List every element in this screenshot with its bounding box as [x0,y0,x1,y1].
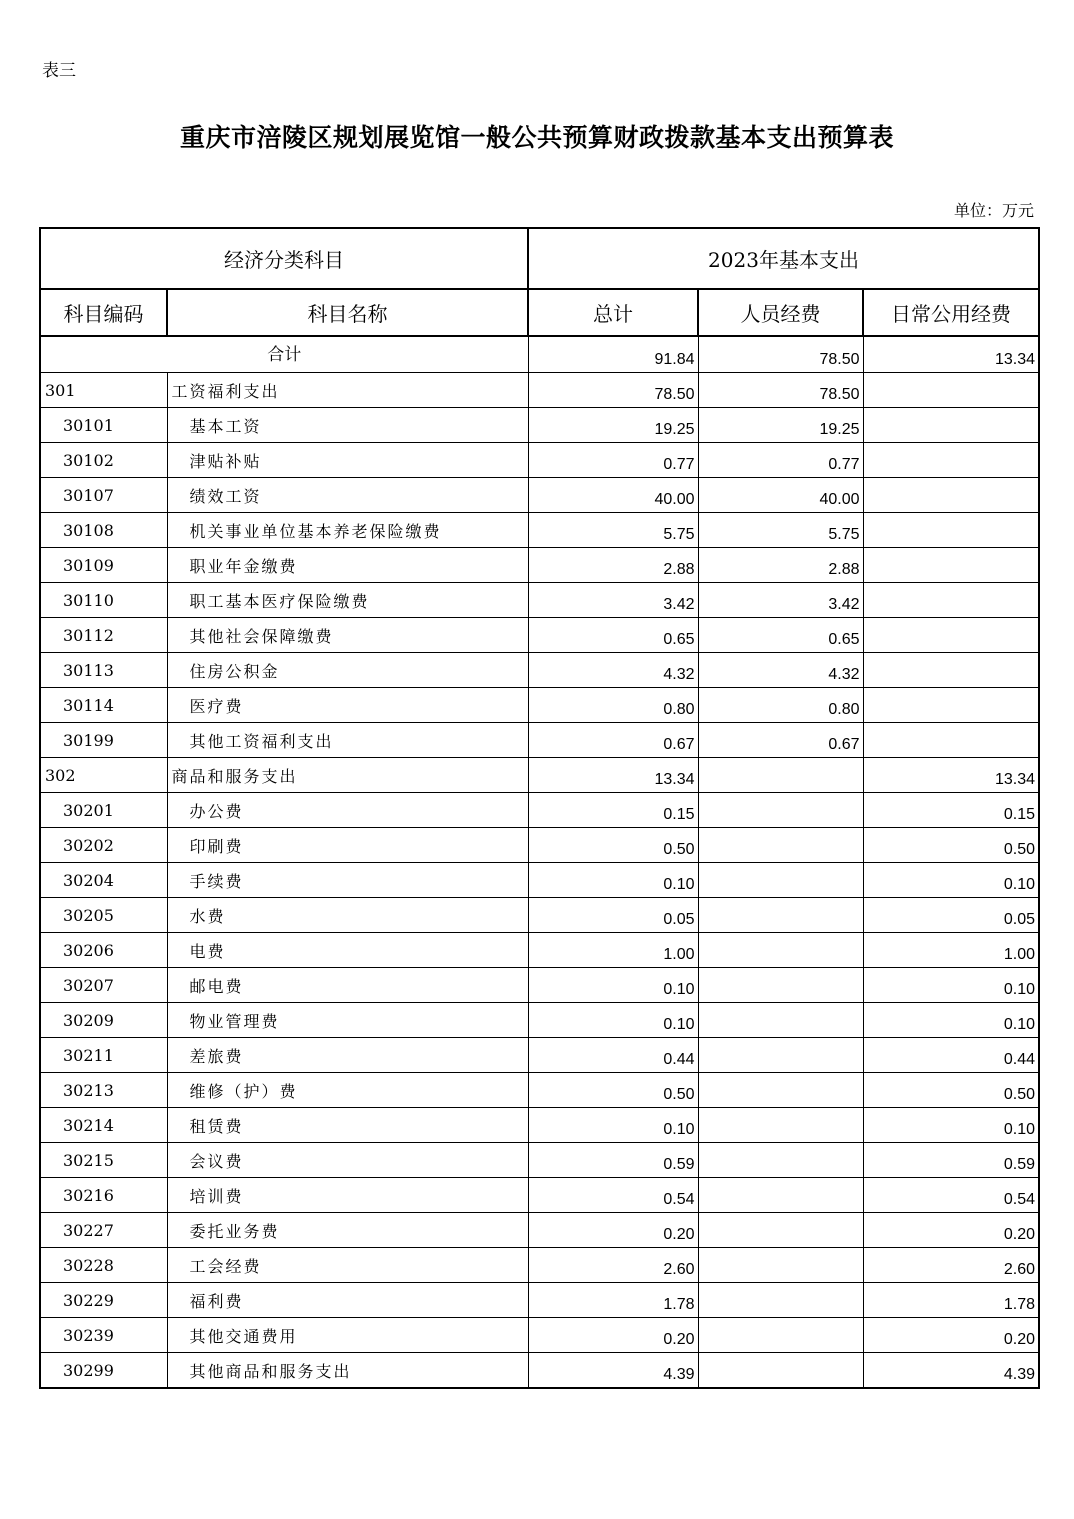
row-total: 2.88 [528,548,698,583]
document-label: 表三 [42,61,76,81]
row-public: 1.78 [863,1283,1039,1318]
row-code: 30101 [40,408,167,443]
row-total: 3.42 [528,583,698,618]
row-public: 0.44 [863,1038,1039,1073]
row-public: 13.34 [863,758,1039,793]
table-row [40,408,1039,443]
row-name: 差旅费 [167,1038,528,1073]
header-public: 日常公用经费 [863,289,1039,336]
row-name: 物业管理费 [167,1003,528,1038]
row-name: 绩效工资 [167,478,528,513]
row-total: 1.00 [528,933,698,968]
table-row [40,828,1039,863]
row-total: 0.77 [528,443,698,478]
row-code: 30114 [40,688,167,723]
row-public [863,408,1039,443]
table-row [40,513,1039,548]
row-code: 301 [40,373,167,408]
table-row [40,968,1039,1003]
row-total: 78.50 [528,373,698,408]
row-name: 电费 [167,933,528,968]
row-total: 0.10 [528,1003,698,1038]
row-public: 0.20 [863,1318,1039,1353]
row-total: 0.54 [528,1178,698,1213]
row-total: 4.39 [528,1353,698,1389]
row-personnel [698,1108,863,1143]
row-code: 30213 [40,1073,167,1108]
header-year-expense: 2023年基本支出 [528,228,1039,289]
row-total: 1.78 [528,1283,698,1318]
row-public: 0.59 [863,1143,1039,1178]
table-row [40,1178,1039,1213]
row-name: 印刷费 [167,828,528,863]
row-personnel [698,1318,863,1353]
row-code: 30110 [40,583,167,618]
row-name: 邮电费 [167,968,528,1003]
row-code: 30109 [40,548,167,583]
header-row-columns [40,289,1039,336]
row-code: 30209 [40,1003,167,1038]
row-total: 5.75 [528,513,698,548]
row-public: 0.10 [863,863,1039,898]
row-name: 工资福利支出 [167,373,528,408]
row-total: 0.10 [528,1108,698,1143]
row-personnel [698,863,863,898]
row-public [863,653,1039,688]
table-row [40,443,1039,478]
table-row [40,653,1039,688]
row-total: 0.65 [528,618,698,653]
row-total: 2.60 [528,1248,698,1283]
table-row [40,548,1039,583]
row-code: 30102 [40,443,167,478]
table-row [40,373,1039,408]
row-code: 30229 [40,1283,167,1318]
table-row [40,793,1039,828]
row-name: 福利费 [167,1283,528,1318]
row-public: 0.10 [863,968,1039,1003]
row-name: 职业年金缴费 [167,548,528,583]
header-category: 经济分类科目 [40,228,528,289]
row-name: 手续费 [167,863,528,898]
row-name: 租赁费 [167,1108,528,1143]
row-personnel [698,1248,863,1283]
table-row [40,1108,1039,1143]
total-personnel: 78.50 [698,336,863,373]
row-total: 13.34 [528,758,698,793]
row-personnel [698,1213,863,1248]
row-name: 其他交通费用 [167,1318,528,1353]
row-public [863,618,1039,653]
row-total: 0.10 [528,863,698,898]
table-row [40,688,1039,723]
unit-label: 单位：万元 [953,201,1034,220]
row-code: 30215 [40,1143,167,1178]
row-code: 30206 [40,933,167,968]
row-code: 30211 [40,1038,167,1073]
row-public: 0.05 [863,898,1039,933]
row-personnel [698,1073,863,1108]
row-name: 职工基本医疗保险缴费 [167,583,528,618]
row-name: 商品和服务支出 [167,758,528,793]
row-public: 0.54 [863,1178,1039,1213]
page-title: 重庆市涪陵区规划展览馆一般公共预算财政拨款基本支出预算表 [179,123,894,152]
header-total: 总计 [528,289,698,336]
row-code: 30202 [40,828,167,863]
row-public: 0.50 [863,828,1039,863]
table-row [40,1318,1039,1353]
total-row [40,336,1039,373]
row-code: 30107 [40,478,167,513]
row-public [863,723,1039,758]
row-personnel: 0.77 [698,443,863,478]
table-row [40,723,1039,758]
row-name: 培训费 [167,1178,528,1213]
row-personnel [698,968,863,1003]
row-personnel [698,933,863,968]
row-public [863,548,1039,583]
row-personnel: 5.75 [698,513,863,548]
row-total: 0.67 [528,723,698,758]
row-public: 2.60 [863,1248,1039,1283]
row-public: 4.39 [863,1353,1039,1389]
table-row [40,758,1039,793]
row-total: 0.15 [528,793,698,828]
table-row [40,933,1039,968]
row-personnel [698,758,863,793]
row-total: 0.44 [528,1038,698,1073]
row-total: 0.80 [528,688,698,723]
row-public: 0.50 [863,1073,1039,1108]
total-public: 13.34 [863,336,1039,373]
row-code: 30214 [40,1108,167,1143]
header-row-top [40,228,1039,289]
row-name: 办公费 [167,793,528,828]
row-public [863,478,1039,513]
table-row [40,1073,1039,1108]
row-name: 医疗费 [167,688,528,723]
row-code: 30204 [40,863,167,898]
row-name: 其他商品和服务支出 [167,1353,528,1389]
row-total: 0.20 [528,1318,698,1353]
row-public: 0.15 [863,793,1039,828]
row-code: 30112 [40,618,167,653]
row-personnel: 19.25 [698,408,863,443]
table-row [40,898,1039,933]
row-total: 40.00 [528,478,698,513]
row-total: 0.59 [528,1143,698,1178]
row-total: 0.10 [528,968,698,1003]
header-code: 科目编码 [40,289,167,336]
row-name: 住房公积金 [167,653,528,688]
row-personnel: 78.50 [698,373,863,408]
row-personnel: 3.42 [698,583,863,618]
row-name: 工会经费 [167,1248,528,1283]
row-personnel [698,793,863,828]
row-name: 津贴补贴 [167,443,528,478]
row-public [863,688,1039,723]
row-public [863,583,1039,618]
row-personnel [698,1353,863,1389]
row-name: 其他社会保障缴费 [167,618,528,653]
row-code: 302 [40,758,167,793]
row-total: 0.50 [528,1073,698,1108]
header-personnel: 人员经费 [698,289,863,336]
row-name: 水费 [167,898,528,933]
row-code: 30205 [40,898,167,933]
row-personnel [698,828,863,863]
row-code: 30299 [40,1353,167,1389]
row-name: 维修（护）费 [167,1073,528,1108]
row-name: 委托业务费 [167,1213,528,1248]
table-row [40,1038,1039,1073]
table-row [40,1143,1039,1178]
table-row [40,1353,1039,1389]
table-row [40,478,1039,513]
table-row [40,1003,1039,1038]
row-name: 机关事业单位基本养老保险缴费 [167,513,528,548]
row-personnel [698,1003,863,1038]
row-code: 30108 [40,513,167,548]
table-row [40,1213,1039,1248]
row-total: 4.32 [528,653,698,688]
row-total: 0.05 [528,898,698,933]
table-row [40,1283,1039,1318]
row-name: 基本工资 [167,408,528,443]
row-total: 19.25 [528,408,698,443]
table-row [40,618,1039,653]
row-code: 30227 [40,1213,167,1248]
row-code: 30228 [40,1248,167,1283]
row-personnel: 0.67 [698,723,863,758]
row-personnel [698,1143,863,1178]
row-total: 0.20 [528,1213,698,1248]
row-public [863,443,1039,478]
header-name: 科目名称 [167,289,528,336]
table-row [40,583,1039,618]
row-personnel: 0.80 [698,688,863,723]
row-personnel: 40.00 [698,478,863,513]
row-name: 会议费 [167,1143,528,1178]
row-public: 0.20 [863,1213,1039,1248]
row-code: 30199 [40,723,167,758]
total-total: 91.84 [528,336,698,373]
row-personnel [698,1038,863,1073]
row-personnel: 2.88 [698,548,863,583]
row-code: 30207 [40,968,167,1003]
budget-table [39,227,1040,1389]
row-total: 0.50 [528,828,698,863]
row-personnel [698,1178,863,1213]
row-code: 30201 [40,793,167,828]
row-name: 其他工资福利支出 [167,723,528,758]
row-personnel [698,898,863,933]
row-code: 30239 [40,1318,167,1353]
table-row [40,1248,1039,1283]
row-code: 30113 [40,653,167,688]
row-public: 0.10 [863,1108,1039,1143]
row-public: 1.00 [863,933,1039,968]
row-public: 0.10 [863,1003,1039,1038]
row-public [863,373,1039,408]
row-public [863,513,1039,548]
row-code: 30216 [40,1178,167,1213]
row-personnel: 4.32 [698,653,863,688]
table-row [40,863,1039,898]
row-personnel: 0.65 [698,618,863,653]
total-label: 合计 [40,336,528,373]
row-personnel [698,1283,863,1318]
